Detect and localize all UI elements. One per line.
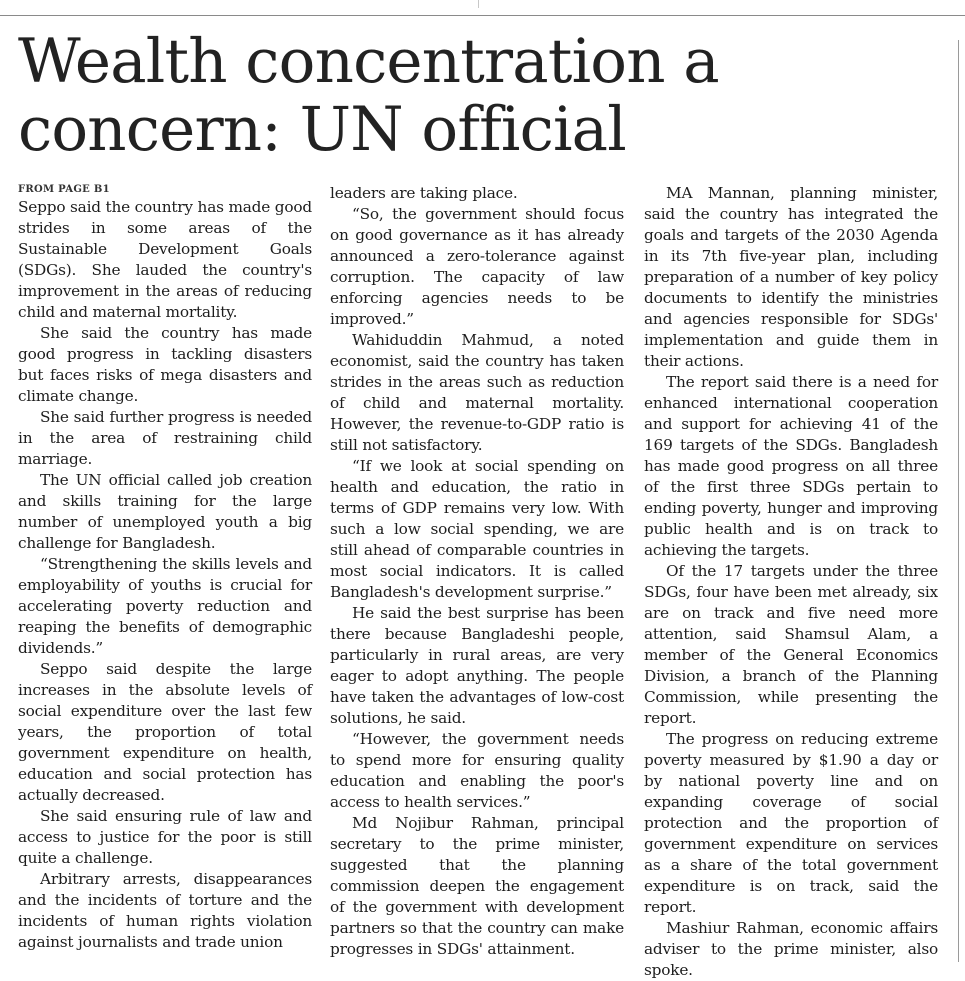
- paragraph: Seppo said despite the large increases in the absolute levels of social expenditure over the last few years, the proportion of total government expenditure on health, education and social protection has actually decreased.: [18, 660, 312, 804]
- article-column-3: [644, 183, 938, 981]
- headline: Wealth concentration a concern: UN official: [18, 26, 719, 165]
- paragraph: Wahiduddin Mahmud, a noted economist, said the country has taken strides in the areas such as reduction of child and maternal mortality. However, the revenue-to-GDP ratio is still not satisfactory.: [330, 331, 624, 454]
- paragraph: The report said there is a need for enhanced international cooperation and support for achieving 41 of the 169 targets of the SDGs. Bangladesh has made good progress on all three of the first three SDGs pertain to ending poverty, hunger and improving public health and is on track to achieving the targets.: [644, 373, 938, 559]
- paragraph: “If we look at social spending on health and education, the ratio in terms of GDP remains very low. With such a low social spending, we are still ahead of comparable countries in most social indicators. It is called Bangladesh's development surprise.”: [330, 457, 624, 601]
- article-column-2: [330, 183, 624, 960]
- paragraph: “However, the government needs to spend more for ensuring quality education and enabling the poor's access to health services.”: [330, 730, 624, 811]
- column-rule-right: [958, 40, 959, 962]
- paragraph: leaders are taking place.: [330, 184, 518, 202]
- top-rule: [0, 15, 965, 16]
- paragraph: Arbitrary arrests, disappearances and the incidents of torture and the incidents of human rights violation against journalists and trade union: [18, 870, 312, 951]
- paragraph: “Strengthening the skills levels and employability of youths is crucial for accelerating poverty reduction and reaping the benefits of demographic dividends.”: [18, 555, 312, 657]
- paragraph: She said further progress is needed in the area of restraining child marriage.: [18, 408, 312, 468]
- paragraph: The UN official called job creation and skills training for the large number of unemployed youth a big challenge for Bangladesh.: [18, 471, 312, 552]
- jump-line: FROM PAGE B1: [18, 184, 110, 195]
- paragraph: He said the best surprise has been there because Bangladeshi people, particularly in rural areas, are very eager to adopt anything. The people have taken the advantages of low-cost solutions, he said.: [330, 604, 624, 727]
- paragraph: Md Nojibur Rahman, principal secretary to the prime minister, suggested that the planning commission deepen the engagement of the government with development partners so that the country can make progresses in SDGs' attainment.: [330, 814, 624, 958]
- paragraph: “So, the government should focus on good governance as it has already announced a zero-tolerance against corruption. The capacity of law enforcing agencies needs to be improved.”: [330, 205, 624, 328]
- paragraph: Seppo said the country has made good strides in some areas of the Sustainable Development Goals (SDGs). She lauded the country's improvement in the areas of reducing child and maternal mortality.: [18, 198, 312, 321]
- article-column-1: [18, 183, 312, 953]
- paragraph: The progress on reducing extreme poverty measured by $1.90 a day or by national poverty line and on expanding coverage of social protection and the proportion of government expenditure on services as a share of the total government expenditure is on track, said the report.: [644, 730, 938, 916]
- paragraph: She said ensuring rule of law and access to justice for the poor is still quite a challenge.: [18, 807, 312, 867]
- paragraph: She said the country has made good progress in tackling disasters but faces risks of mega disasters and climate change.: [18, 324, 312, 405]
- paragraph: Of the 17 targets under the three SDGs, four have been met already, six are on track and five need more attention, said Shamsul Alam, a member of the General Economics Division, a branch of the Planning Commission, while presenting the report.: [644, 562, 938, 727]
- paragraph: Mashiur Rahman, economic affairs adviser to the prime minister, also spoke.: [644, 919, 938, 979]
- paragraph: MA Mannan, planning minister, said the country has integrated the goals and targets of the 2030 Agenda in its 7th five-year plan, including preparation of a number of key policy documents to identify the ministries and agencies responsible for SDGs' implementation and guide them in their actions.: [644, 184, 938, 370]
- top-rule-stub: [478, 0, 479, 8]
